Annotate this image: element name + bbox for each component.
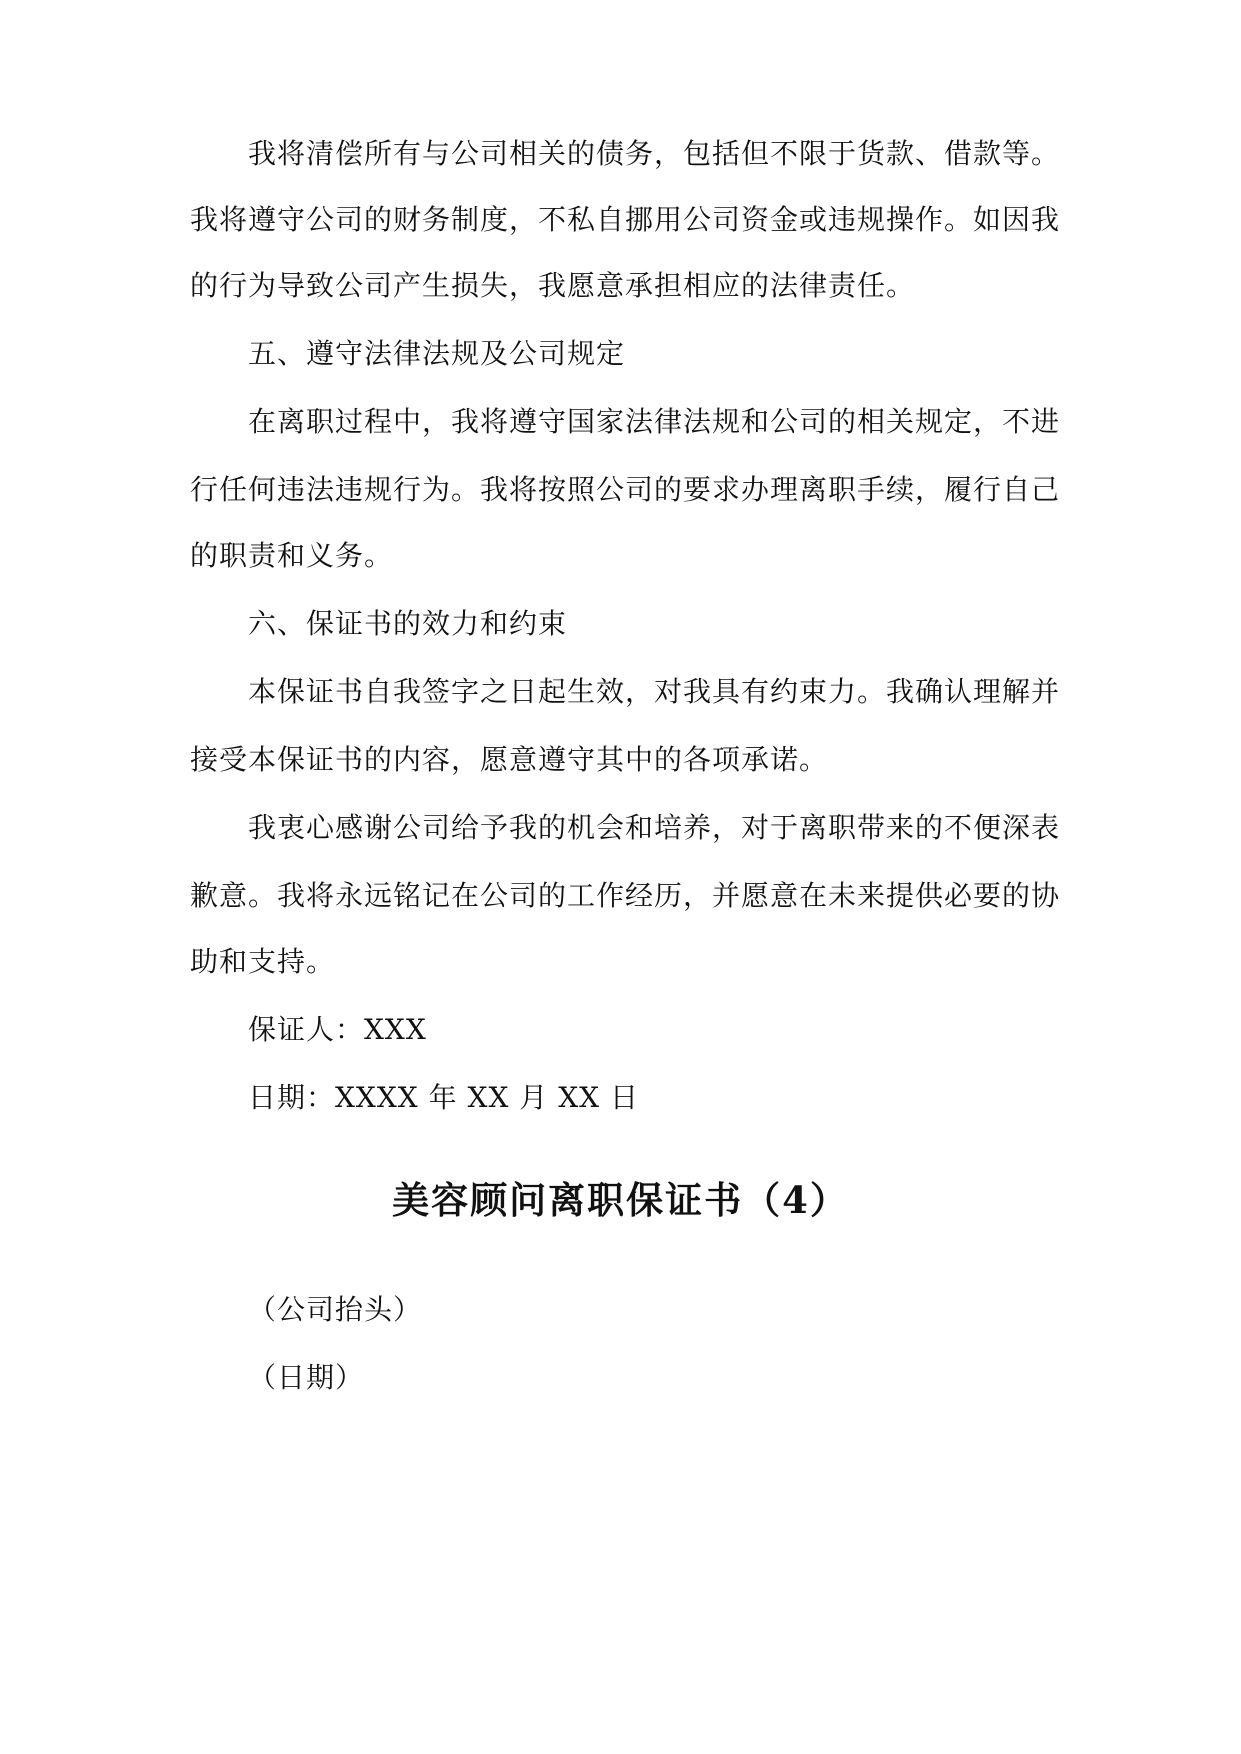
guarantor-signature: 保证人：XXX xyxy=(248,1013,427,1046)
paragraph-law-line-3: 的职责和义务。 xyxy=(190,539,394,572)
paragraph-debt-line-1: 我将清偿所有与公司相关的债务，包括但不限于货款、借款等。 xyxy=(248,137,1061,170)
heading-section-6: 六、保证书的效力和约束 xyxy=(248,607,568,640)
paragraph-debt-line-2: 我将遵守公司的财务制度，不私自挪用公司资金或违规操作。如因我 xyxy=(190,203,1061,236)
paragraph-effect-line-1: 本保证书自我签字之日起生效，对我具有约束力。我确认理解并 xyxy=(248,675,1061,708)
heading-section-5: 五、遵守法律法规及公司规定 xyxy=(248,337,626,370)
date-placeholder: （日期） xyxy=(248,1361,365,1394)
paragraph-law-line-2: 行任何违法违规行为。我将按照公司的要求办理离职手续，履行自己 xyxy=(190,473,1061,506)
paragraph-law-line-1: 在离职过程中，我将遵守国家法律法规和公司的相关规定，不进 xyxy=(248,405,1061,438)
paragraph-thanks-line-3: 助和支持。 xyxy=(190,945,336,978)
company-letterhead: （公司抬头） xyxy=(248,1293,423,1326)
signature-date: 日期：XXXX 年 XX 月 XX 日 xyxy=(248,1081,639,1114)
document-title: 美容顾问离职保证书（4） xyxy=(392,1178,849,1222)
paragraph-effect-line-2: 接受本保证书的内容，愿意遵守其中的各项承诺。 xyxy=(190,743,829,776)
paragraph-thanks-line-2: 歉意。我将永远铭记在公司的工作经历，并愿意在未来提供必要的协 xyxy=(190,879,1061,912)
paragraph-thanks-line-1: 我衷心感谢公司给予我的机会和培养，对于离职带来的不便深表 xyxy=(248,811,1061,844)
paragraph-debt-line-3: 的行为导致公司产生损失，我愿意承担相应的法律责任。 xyxy=(190,269,916,302)
